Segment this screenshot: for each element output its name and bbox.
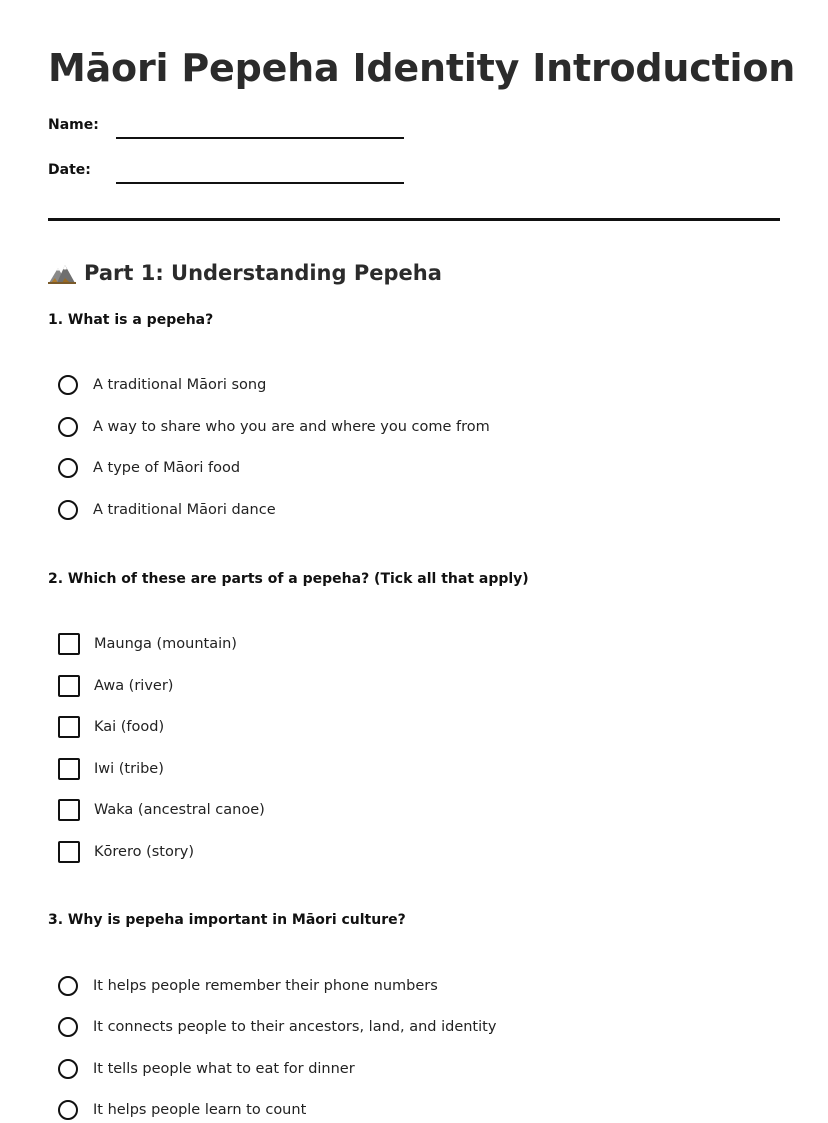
q1-option-3[interactable] — [58, 455, 240, 481]
q2-option-5[interactable] — [58, 797, 265, 823]
q3-option-4[interactable] — [58, 1097, 306, 1123]
radio-button[interactable] — [58, 458, 78, 478]
radio-button[interactable] — [58, 1100, 78, 1120]
option-label: A way to share who you are and where you come from — [93, 419, 490, 435]
q2-option-3[interactable] — [58, 714, 164, 740]
radio-button[interactable] — [58, 1059, 78, 1079]
q2-option-2[interactable] — [58, 673, 173, 699]
option-label: Waka (ancestral canoe) — [94, 802, 265, 818]
section-title: Part 1: Understanding Pepeha — [84, 261, 442, 285]
question-3: 3. Why is pepeha important in Māori culture? — [48, 912, 406, 928]
checkbox[interactable] — [58, 633, 80, 655]
checkbox[interactable] — [58, 758, 80, 780]
name-input-line[interactable] — [116, 137, 404, 139]
q2-option-4[interactable] — [58, 756, 164, 782]
name-label: Name: — [48, 117, 99, 133]
page-title: Māori Pepeha Identity Introduction — [48, 46, 796, 90]
section-heading-part1 — [48, 258, 442, 288]
option-label: A traditional Māori dance — [93, 502, 276, 518]
option-label: Kai (food) — [94, 719, 165, 735]
radio-button[interactable] — [58, 500, 78, 520]
q2-option-6[interactable] — [58, 839, 194, 865]
q1-option-4[interactable] — [58, 497, 276, 523]
option-label: Awa (river) — [94, 678, 174, 694]
radio-button[interactable] — [58, 417, 78, 437]
option-label: Iwi (tribe) — [94, 761, 164, 777]
radio-button[interactable] — [58, 1017, 78, 1037]
checkbox[interactable] — [58, 799, 80, 821]
option-label: It helps people learn to count — [93, 1102, 307, 1118]
option-label: Kōrero (story) — [94, 844, 195, 860]
q1-option-1[interactable] — [58, 372, 266, 398]
mountain-icon — [48, 262, 76, 284]
checkbox[interactable] — [58, 675, 80, 697]
question-1: 1. What is a pepeha? — [48, 312, 214, 328]
question-2: 2. Which of these are parts of a pepeha? (Tick all that apply) — [48, 571, 529, 587]
option-label: A traditional Māori song — [93, 377, 267, 393]
date-input-line[interactable] — [116, 182, 404, 184]
option-label: It tells people what to eat for dinner — [93, 1061, 355, 1077]
name-field — [48, 117, 408, 147]
q2-option-1[interactable] — [58, 631, 237, 657]
q1-option-2[interactable] — [58, 414, 490, 440]
checkbox[interactable] — [58, 841, 80, 863]
q3-option-3[interactable] — [58, 1056, 355, 1082]
radio-button[interactable] — [58, 375, 78, 395]
checkbox[interactable] — [58, 716, 80, 738]
date-label: Date: — [48, 162, 91, 178]
radio-button[interactable] — [58, 976, 78, 996]
header-divider — [48, 218, 780, 221]
option-label: It helps people remember their phone numbers — [93, 978, 438, 994]
option-label: Maunga (mountain) — [94, 636, 237, 652]
option-label: It connects people to their ancestors, land, and identity — [93, 1019, 497, 1035]
q3-option-2[interactable] — [58, 1014, 496, 1040]
date-field — [48, 162, 408, 192]
option-label: A type of Māori food — [93, 460, 241, 476]
q3-option-1[interactable] — [58, 973, 438, 999]
